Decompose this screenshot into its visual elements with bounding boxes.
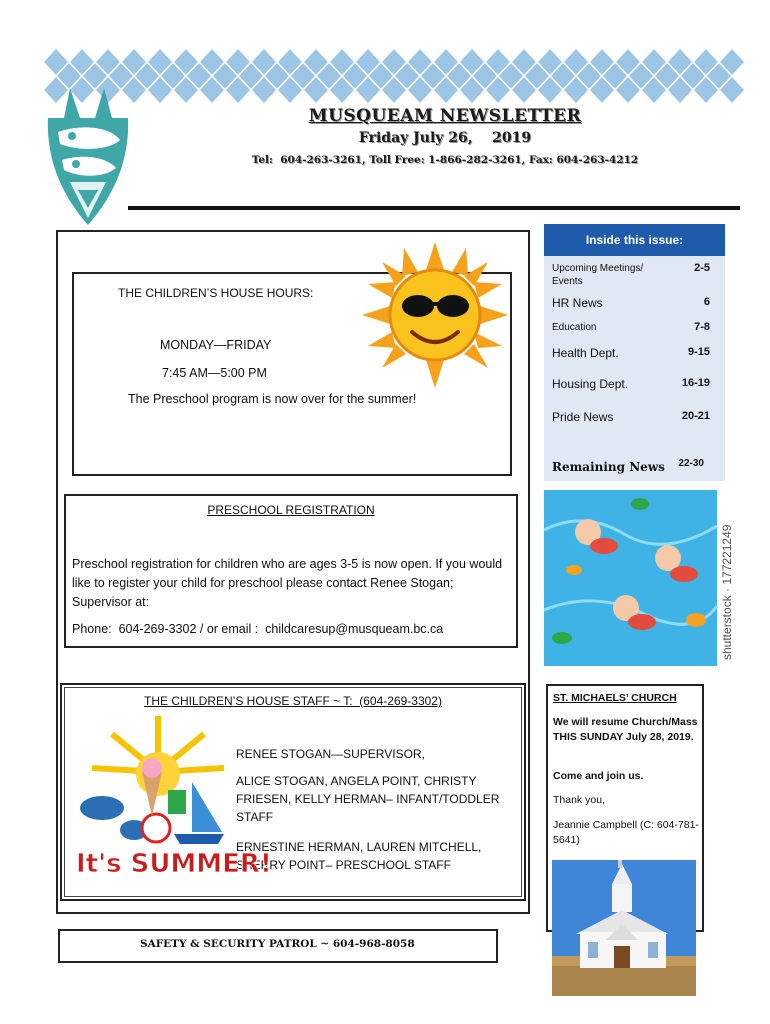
children-swimming-underwater-clipart bbox=[544, 490, 717, 666]
toc-pages-health-dept: 9-15 bbox=[687, 346, 710, 358]
hours-days: MONDAY—FRIDAY bbox=[160, 338, 272, 352]
church-mass-message: We will resume Church/Mass THIS SUNDAY July 28, 2019. bbox=[553, 716, 698, 743]
preschool-registration-heading: PRESCHOOL REGISTRATION bbox=[207, 503, 375, 517]
contact-numbers: Tel: 604-263-3261, Toll Free: 1-866-282-3261, Fax: 604-263-4212 bbox=[251, 154, 639, 166]
toc-item-health-dept: Health Dept. bbox=[552, 346, 619, 360]
safety-patrol-text: SAFETY & SECURITY PATROL ~ 604-968-8058 bbox=[140, 938, 415, 950]
newsletter-date: Friday July 26, 2019 bbox=[358, 130, 532, 146]
staff-supervisor: RENEE STOGAN—SUPERVISOR, bbox=[236, 747, 425, 761]
toc-pages-education: 7-8 bbox=[694, 321, 710, 333]
staff-preschool: ERNESTINE HERMAN, LAUREN MITCHELL, SHERRY POINT– PRESCHOOL STAFF bbox=[236, 840, 482, 872]
diamond-pattern-banner bbox=[50, 46, 740, 108]
church-contact: Jeannie Campbell (C: 604-781-5641) bbox=[553, 819, 699, 846]
toc-pages-upcoming-meetings: 2-5 bbox=[694, 262, 710, 274]
toc-item-housing-dept: Housing Dept. bbox=[552, 377, 629, 391]
header-divider bbox=[128, 206, 740, 210]
toc-pages-hr-news: 6 bbox=[703, 296, 710, 308]
toc-pages-housing-dept: 16-19 bbox=[681, 377, 710, 389]
church-thanks: Thank you, bbox=[553, 794, 605, 806]
toc-item-pride-news: Pride News bbox=[552, 410, 614, 424]
toc-pages-pride-news: 20-21 bbox=[681, 410, 710, 422]
preschool-registration-phone: Phone: 604-269-3302 / or email : childcaresup@musqueam.bc.ca bbox=[72, 622, 444, 636]
sun-with-sunglasses-clipart bbox=[360, 240, 510, 390]
childrens-house-staff-heading: THE CHILDREN’S HOUSE STAFF ~ T: (604-269-3302) bbox=[144, 694, 442, 708]
toc-item-education: Education bbox=[552, 322, 597, 333]
childrens-house-hours-heading: THE CHILDREN’S HOUSE HOURS: bbox=[118, 286, 314, 300]
staff-infant-toddler: ALICE STOGAN, ANGELA POINT, CHRISTY FRIESEN, KELLY HERMAN– INFANT/TODDLER STAFF bbox=[236, 774, 500, 824]
church-invitation: Come and join us. bbox=[553, 770, 644, 782]
white-church-photo bbox=[552, 860, 696, 996]
toc-item-remaining-news: Remaining News bbox=[552, 460, 665, 474]
inside-this-issue-header: Inside this issue: bbox=[544, 224, 725, 256]
preschool-registration-body: Preschool registration for children who are ages 3-5 is now open. If you would like to register your child for preschool please contact Renee Stogan; Supervisor at: bbox=[72, 557, 503, 609]
newsletter-title: MUSQUEAM NEWSLETTER bbox=[308, 106, 582, 126]
toc-item-upcoming-meetings: Upcoming Meetings/ Events bbox=[552, 263, 644, 287]
toc-pages-remaining-news: 22-30 bbox=[678, 458, 704, 469]
shutterstock-watermark-text: shutterstock · 177221249 bbox=[720, 524, 734, 660]
st-michaels-church-heading: ST. MICHAELS’ CHURCH bbox=[553, 692, 677, 704]
its-summer-clipart bbox=[72, 712, 272, 884]
preschool-summer-note: The Preschool program is now over for the summer! bbox=[128, 392, 417, 406]
toc-item-hr-news: HR News bbox=[552, 296, 603, 310]
musqueam-logo bbox=[40, 70, 135, 230]
hours-times: 7:45 AM—5:00 PM bbox=[162, 366, 267, 380]
shutterstock-watermark bbox=[720, 500, 740, 660]
its-summer-text: It's SUMMER! bbox=[76, 849, 272, 879]
